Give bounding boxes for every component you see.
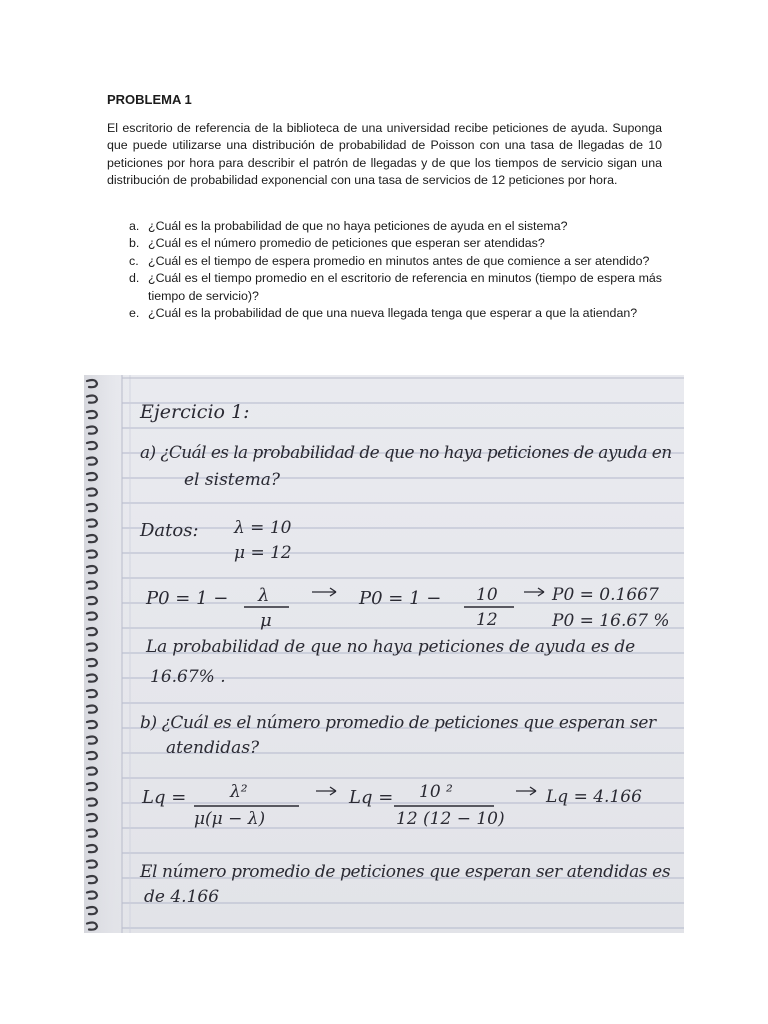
- question-item: [107, 235, 662, 252]
- datos-label: Datos:: [140, 520, 199, 541]
- lq-denominator-value: 12 (12 − 10): [396, 809, 505, 829]
- answer-a-line2: 16.67% .: [150, 667, 226, 687]
- lambda-value: λ = 10: [234, 518, 292, 538]
- question-a-line2: el sistema?: [184, 470, 281, 490]
- mu-denominator: μ: [260, 610, 272, 631]
- notebook-photo: [84, 375, 684, 933]
- answer-a-line1: La probabilidad de que no haya peticiones de ayuda es de: [146, 637, 635, 657]
- p0-result-percent: P0 = 16.67 %: [552, 611, 670, 631]
- question-item: [107, 270, 662, 305]
- question-letter: d.: [129, 271, 140, 286]
- question-a-line1: a) ¿Cuál es la probabilidad de que no haya peticiones de ayuda en: [140, 443, 672, 463]
- twelve-denominator: 12: [476, 610, 498, 630]
- question-b-line1: b) ¿Cuál es el número promedio de peticiones que esperan ser: [140, 713, 656, 733]
- mu-value: μ = 12: [234, 543, 292, 563]
- answer-b-line2: de 4.166: [144, 887, 220, 907]
- problem-statement: El escritorio de referencia de la biblioteca de una universidad recibe peticiones de ayuda. Suponga que puede utilizarse una distribución de probabilidad de Poisson con una tasa de llegadas de 10 peticiones por hora para describir el patrón de llegadas y de que los tiempos de servicio sigan una distribución de probabilidad exponencial con una tasa de servicios de 12 peticiones por hora.: [107, 121, 662, 188]
- question-text: ¿Cuál es la probabilidad de que no haya peticiones de ayuda en el sistema?: [148, 219, 568, 233]
- question-item: [107, 218, 662, 235]
- question-letter: c.: [129, 253, 139, 268]
- problem-title: PROBLEMA 1: [107, 92, 192, 107]
- question-letter: e.: [129, 306, 140, 321]
- question-item: [107, 253, 662, 270]
- lq-substitution: Lq =: [349, 787, 394, 808]
- lq-formula: Lq =: [142, 787, 187, 808]
- question-b-line2: atendidas?: [166, 738, 260, 758]
- question-text: ¿Cuál es el tiempo de espera promedio en minutos antes de que comience a ser atendido?: [148, 253, 650, 268]
- lq-result: Lq = 4.166: [546, 787, 642, 807]
- question-list: [107, 218, 662, 322]
- answer-b-line1: El número promedio de peticiones que esperan ser atendidas es: [140, 862, 671, 882]
- lq-numerator: λ²: [230, 782, 248, 802]
- lq-numerator-value: 10 ²: [419, 782, 453, 802]
- p0-substitution: P0 = 1 −: [359, 588, 442, 609]
- ten-numerator: 10: [476, 585, 498, 605]
- question-letter: b.: [129, 236, 140, 251]
- p0-result-decimal: P0 = 0.1667: [552, 585, 659, 605]
- question-text: ¿Cuál es la probabilidad de que una nueva llegada tenga que esperar a que la atiendan?: [148, 306, 638, 321]
- question-item: [107, 305, 662, 322]
- lambda-numerator: λ: [258, 585, 270, 606]
- question-letter: a.: [129, 219, 140, 233]
- question-text: ¿Cuál es el tiempo promedio en el escritorio de referencia en minutos (tiempo de espera más tiempo de servicio)?: [148, 271, 662, 303]
- question-text: ¿Cuál es el número promedio de peticiones que esperan ser atendidas?: [148, 236, 545, 251]
- exercise-heading: Ejercicio 1:: [140, 401, 250, 423]
- p0-formula: P0 = 1 −: [146, 588, 229, 609]
- lq-denominator: μ(μ − λ): [194, 809, 266, 829]
